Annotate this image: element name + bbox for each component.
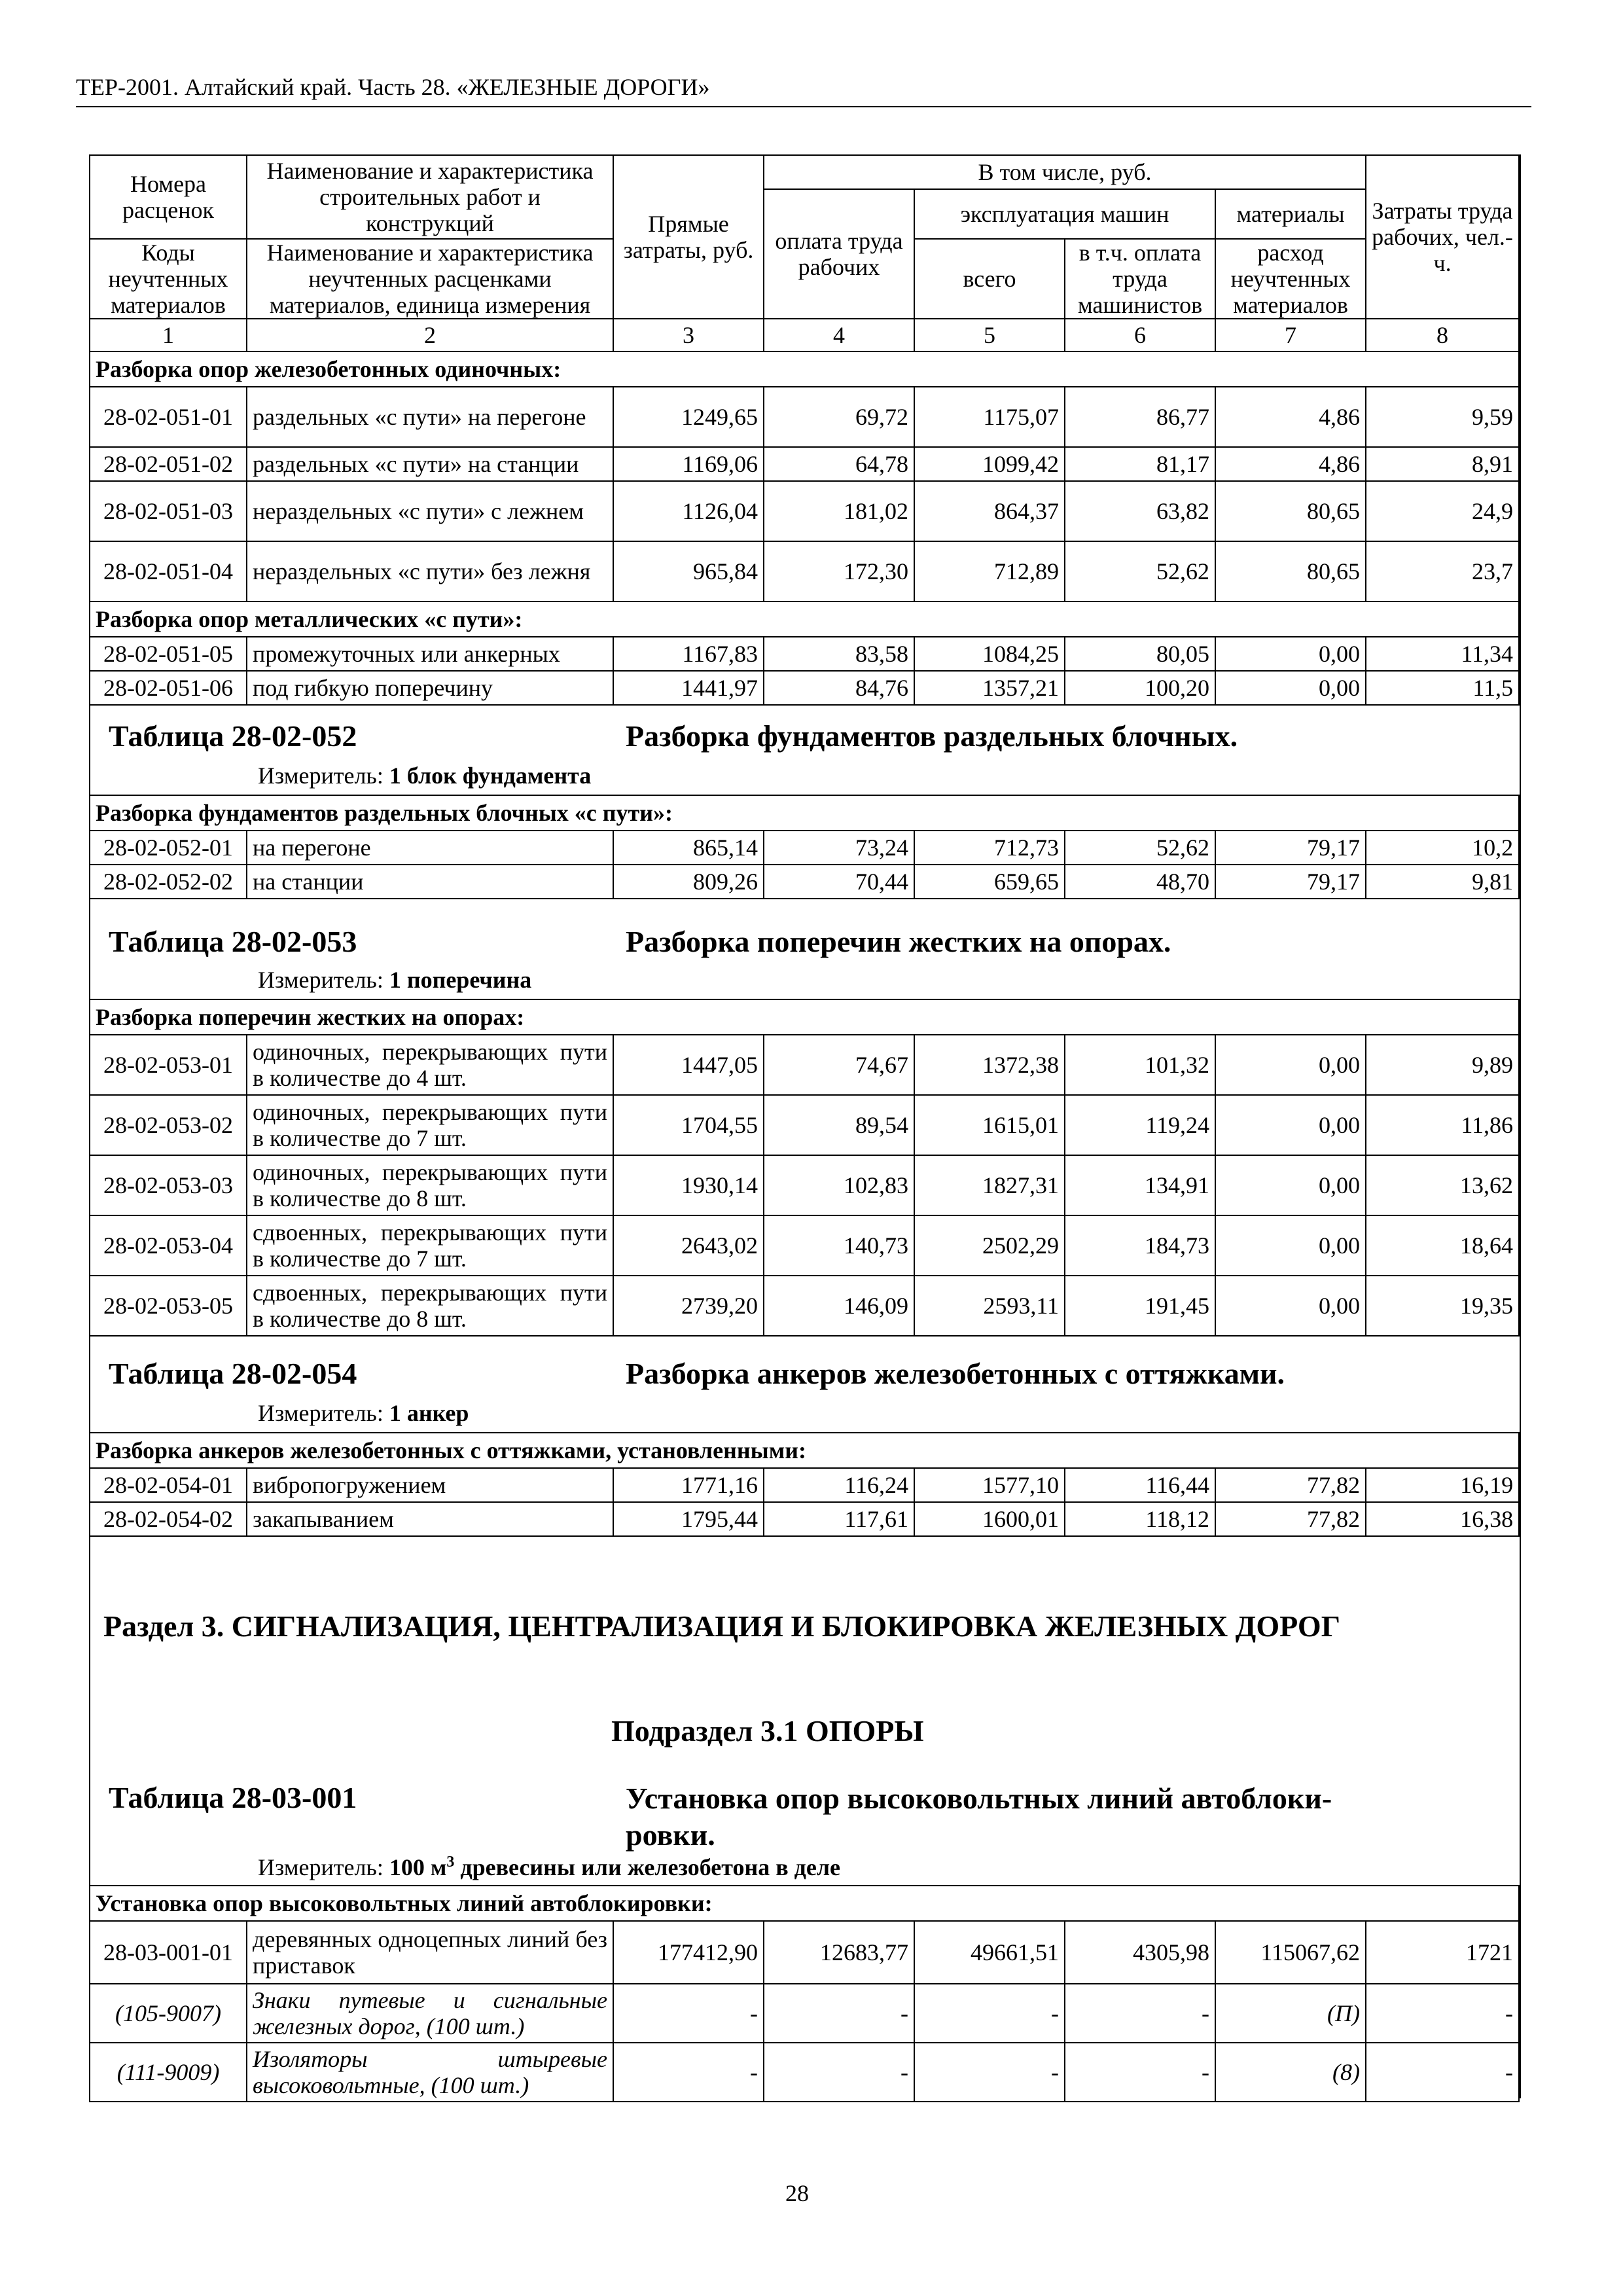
rate-code: 28-02-052-01 [90,831,247,865]
machine-total-header: всего [914,239,1065,319]
section-heading: Разборка поперечин жестких на опорах: [90,999,1519,1035]
direct-costs: 1771,16 [613,1468,764,1502]
machine-wages: 101,32 [1065,1035,1215,1095]
wages: 172,30 [764,541,914,601]
labor-hours: 11,86 [1366,1095,1519,1155]
wages: 74,67 [764,1035,914,1095]
section-heading: Разборка анкеров железобетонных с оттяжками, установленными: [90,1433,1519,1468]
labor-hours-header: Затраты труда рабочих, чел.-ч. [1366,155,1519,319]
table-title: Разборка фундаментов раздельных блочных. [626,719,1238,753]
machine-total: 1615,01 [914,1095,1065,1155]
table-title: Разборка анкеров железобетонных с оттяжками. [626,1357,1285,1390]
column-number: 7 [1215,319,1366,351]
wages: 146,09 [764,1276,914,1336]
rate-code: 28-02-053-05 [90,1276,247,1336]
column-numbers-row [90,319,1519,351]
wages: 12683,77 [764,1921,914,1984]
labor-hours: 8,91 [1366,447,1519,481]
measure-value: 100 м [389,1854,447,1880]
work-name-header: Наименование и характеристика строительных работ и конструкций [247,155,613,239]
rate-name: закапыванием [247,1502,613,1536]
column-number: 8 [1366,319,1519,351]
machine-total: 1099,42 [914,447,1065,481]
machine-wages: 116,44 [1065,1468,1215,1502]
machine-wages: 52,62 [1065,831,1215,865]
table-id: Таблица 28-02-053 [109,925,357,958]
column-number: 2 [247,319,613,351]
rate-code: 28-02-053-03 [90,1155,247,1215]
wages: 69,72 [764,387,914,447]
material-code: (105-9007) [90,1984,247,2043]
machine-total: 712,89 [914,541,1065,601]
direct-costs: 1167,83 [613,637,764,671]
material-use: 80,65 [1215,541,1366,601]
rate-name: деревянных одноцепных линий без приставок [247,1921,613,1984]
measure-label: Измеритель: [258,1854,383,1880]
wages: 116,24 [764,1468,914,1502]
column-number: 4 [764,319,914,351]
wages: 70,44 [764,865,914,899]
measure-value: 1 анкер [389,1400,469,1426]
section-heading: Разборка опор металлических «с пути»: [90,601,1519,637]
labor-hours: 1721 [1366,1921,1519,1984]
machine-wages: 80,05 [1065,637,1215,671]
machine-wages: 118,12 [1065,1502,1215,1536]
material-name: Знаки путевые и сигнальные железных дорог, (100 шт.) [247,1984,613,2043]
rate-name: промежуточных или анкерных [247,637,613,671]
machine-wages-header: в т.ч. оплата труда машинистов [1065,239,1215,319]
labor-hours: 13,62 [1366,1155,1519,1215]
machine-total: 1827,31 [914,1155,1065,1215]
rate-name: на станции [247,865,613,899]
material-use: 115067,62 [1215,1921,1366,1984]
table-row [90,1468,1519,1502]
measure-unit [258,762,591,789]
column-number: 1 [90,319,247,351]
header-rule [76,106,1531,107]
rate-name: одиночных, перекрывающих пути в количестве до 8 шт. [247,1155,613,1215]
machine-wages: 48,70 [1065,865,1215,899]
table-row [90,1502,1519,1536]
machine-total: 1357,21 [914,671,1065,705]
rate-code: 28-02-051-01 [90,387,247,447]
section-title: Раздел 3. СИГНАЛИЗАЦИЯ, ЦЕНТРАЛИЗАЦИЯ И БЛОКИРОВКА ЖЕЛЕЗНЫХ ДОРОГ [103,1609,1340,1643]
material-use: 77,82 [1215,1502,1366,1536]
material-use-header: расход неучтенных материалов [1215,239,1366,319]
table-28-03-001 [89,1885,1520,2102]
wages: - [764,1984,914,2043]
rate-code: 28-02-051-05 [90,637,247,671]
rate-name: нераздельных «с пути» с лежнем [247,481,613,541]
direct-costs: 1704,55 [613,1095,764,1155]
table-28-02-053 [89,999,1520,1336]
wages: - [764,2043,914,2102]
direct-costs: 1441,97 [613,671,764,705]
wages: 102,83 [764,1155,914,1215]
machine-wages: - [1065,1984,1215,2043]
machine-wages: 4305,98 [1065,1921,1215,1984]
machine-total: - [914,1984,1065,2043]
section-heading: Установка опор высоковольтных линий автоблокировки: [90,1886,1519,1921]
table-row [90,1276,1519,1336]
rate-name: нераздельных «с пути» без лежня [247,541,613,601]
table-row [90,387,1519,447]
rate-name: одиночных, перекрывающих пути в количестве до 4 шт. [247,1035,613,1095]
wages: 73,24 [764,831,914,865]
labor-hours: 9,59 [1366,387,1519,447]
direct-costs: 177412,90 [613,1921,764,1984]
material-use: 4,86 [1215,447,1366,481]
rate-name: раздельных «с пути» на станции [247,447,613,481]
table-28-02-054 [89,1432,1520,1537]
direct-costs-header: Прямые затраты, руб. [613,155,764,319]
material-use: 80,65 [1215,481,1366,541]
table-row [90,1035,1519,1095]
table-id: Таблица 28-03-001 [109,1781,357,1814]
column-number: 6 [1065,319,1215,351]
machine-wages: - [1065,2043,1215,2102]
table-title-line: ровки. [626,1818,715,1852]
running-header: ТЕР-2001. Алтайский край. Часть 28. «ЖЕЛЕЗНЫЕ ДОРОГИ» [76,74,710,100]
measure-label: Измеритель: [258,967,383,993]
rate-code: 28-02-053-04 [90,1215,247,1276]
machine-total: 2593,11 [914,1276,1065,1336]
direct-costs: 2643,02 [613,1215,764,1276]
main-table [89,154,1520,706]
rate-code: 28-03-001-01 [90,1921,247,1984]
material-use: 79,17 [1215,831,1366,865]
labor-hours: 23,7 [1366,541,1519,601]
material-use: 77,82 [1215,1468,1366,1502]
machine-total: 2502,29 [914,1215,1065,1276]
rate-code: 28-02-053-02 [90,1095,247,1155]
measure-label: Измеритель: [258,1400,383,1426]
wages: 140,73 [764,1215,914,1276]
wages: 117,61 [764,1502,914,1536]
material-use: 0,00 [1215,671,1366,705]
labor-hours: - [1366,1984,1519,2043]
machine-wages: 191,45 [1065,1276,1215,1336]
table-row [90,831,1519,865]
rate-name: вибропогружением [247,1468,613,1502]
machine-wages: 86,77 [1065,387,1215,447]
labor-hours: 18,64 [1366,1215,1519,1276]
table-title [626,1780,1332,1854]
table-id: Таблица 28-02-052 [109,719,357,753]
table-row [90,1095,1519,1155]
rate-name: сдвоенных, перекрывающих пути в количестве до 8 шт. [247,1276,613,1336]
table-row [90,447,1519,481]
machine-total: 1577,10 [914,1468,1065,1502]
machine-total: 1600,01 [914,1502,1065,1536]
material-use: 0,00 [1215,1095,1366,1155]
wages-header: оплата труда рабочих [764,189,914,319]
machine-total: 1175,07 [914,387,1065,447]
material-name-header: Наименование и характеристика неучтенных расценками материалов, единица измерения [247,239,613,319]
material-code: (111-9009) [90,2043,247,2102]
machine-total: 1084,25 [914,637,1065,671]
labor-hours: 11,34 [1366,637,1519,671]
table-row [90,541,1519,601]
measure-unit [258,966,531,994]
rate-name: под гибкую поперечину [247,671,613,705]
wages: 181,02 [764,481,914,541]
material-use: (П) [1215,1984,1366,2043]
material-use: 4,86 [1215,387,1366,447]
direct-costs: 1795,44 [613,1502,764,1536]
labor-hours: 9,81 [1366,865,1519,899]
machine-wages: 81,17 [1065,447,1215,481]
measure-value-tail: древесины или железобетона в деле [454,1854,840,1880]
table-row [90,481,1519,541]
measure-superscript: 3 [446,1854,455,1871]
labor-hours: 11,5 [1366,671,1519,705]
column-number: 5 [914,319,1065,351]
rate-number-header: Номера расценок [90,155,247,239]
table-row [90,637,1519,671]
materials-header: материалы [1215,189,1366,239]
rate-code: 28-02-051-02 [90,447,247,481]
labor-hours: 16,38 [1366,1502,1519,1536]
direct-costs: 2739,20 [613,1276,764,1336]
table-28-02-052 [89,795,1520,899]
material-name: Изоляторы штыревые высоковольтные, (100 шт.) [247,2043,613,2102]
rate-code: 28-02-054-02 [90,1502,247,1536]
machine-wages: 134,91 [1065,1155,1215,1215]
rate-code: 28-02-052-02 [90,865,247,899]
direct-costs: 965,84 [613,541,764,601]
wages: 64,78 [764,447,914,481]
table-row [90,865,1519,899]
labor-hours: 24,9 [1366,481,1519,541]
section-heading: Разборка опор железобетонных одиночных: [90,351,1519,387]
table-row [90,1215,1519,1276]
machine-total: 864,37 [914,481,1065,541]
direct-costs: 1447,05 [613,1035,764,1095]
material-use: 79,17 [1215,865,1366,899]
column-number: 3 [613,319,764,351]
machine-total: 49661,51 [914,1921,1065,1984]
wages: 83,58 [764,637,914,671]
direct-costs: 1930,14 [613,1155,764,1215]
material-row [90,1984,1519,2043]
labor-hours: - [1366,2043,1519,2102]
subsection-title: Подраздел 3.1 ОПОРЫ [611,1714,924,1748]
labor-hours: 10,2 [1366,831,1519,865]
rate-code: 28-02-051-04 [90,541,247,601]
table-id: Таблица 28-02-054 [109,1357,357,1390]
direct-costs: 865,14 [613,831,764,865]
table-row [90,1155,1519,1215]
material-use: (8) [1215,2043,1366,2102]
rate-code: 28-02-053-01 [90,1035,247,1095]
material-codes-header: Коды неучтенных материалов [90,239,247,319]
wages: 84,76 [764,671,914,705]
measure-label: Измеритель: [258,762,383,789]
rate-name: одиночных, перекрывающих пути в количестве до 7 шт. [247,1095,613,1155]
rate-code: 28-02-054-01 [90,1468,247,1502]
material-use: 0,00 [1215,1035,1366,1095]
material-use: 0,00 [1215,1155,1366,1215]
table-title: Разборка поперечин жестких на опорах. [626,925,1171,958]
machine-wages: 184,73 [1065,1215,1215,1276]
direct-costs: 809,26 [613,865,764,899]
measure-unit [258,1399,469,1427]
material-use: 0,00 [1215,637,1366,671]
machine-total: - [914,2043,1065,2102]
direct-costs: 1169,06 [613,447,764,481]
machine-wages: 63,82 [1065,481,1215,541]
direct-costs: - [613,2043,764,2102]
direct-costs: - [613,1984,764,2043]
machine-total: 712,73 [914,831,1065,865]
table-row [90,1921,1519,1984]
labor-hours: 16,19 [1366,1468,1519,1502]
machine-total: 659,65 [914,865,1065,899]
measure-unit [258,1854,840,1881]
rate-name: сдвоенных, перекрывающих пути в количестве до 7 шт. [247,1215,613,1276]
machine-total: 1372,38 [914,1035,1065,1095]
rate-code: 28-02-051-03 [90,481,247,541]
labor-hours: 9,89 [1366,1035,1519,1095]
wages: 89,54 [764,1095,914,1155]
material-use: 0,00 [1215,1276,1366,1336]
rate-name: раздельных «с пути» на перегоне [247,387,613,447]
machine-header: эксплуатация машин [914,189,1215,239]
including-header: В том числе, руб. [764,155,1366,189]
table-row [90,671,1519,705]
machine-wages: 100,20 [1065,671,1215,705]
material-use: 0,00 [1215,1215,1366,1276]
direct-costs: 1126,04 [613,481,764,541]
rate-name: на перегоне [247,831,613,865]
section-heading: Разборка фундаментов раздельных блочных «с пути»: [90,795,1519,831]
direct-costs: 1249,65 [613,387,764,447]
measure-value: 1 поперечина [389,967,532,993]
rate-code: 28-02-051-06 [90,671,247,705]
machine-wages: 119,24 [1065,1095,1215,1155]
table-title-line: Установка опор высоковольтных линий автоблоки- [626,1782,1332,1815]
machine-wages: 52,62 [1065,541,1215,601]
material-row [90,2043,1519,2102]
measure-value: 1 блок фундамента [389,762,592,789]
page-number: 28 [785,2180,809,2206]
labor-hours: 19,35 [1366,1276,1519,1336]
